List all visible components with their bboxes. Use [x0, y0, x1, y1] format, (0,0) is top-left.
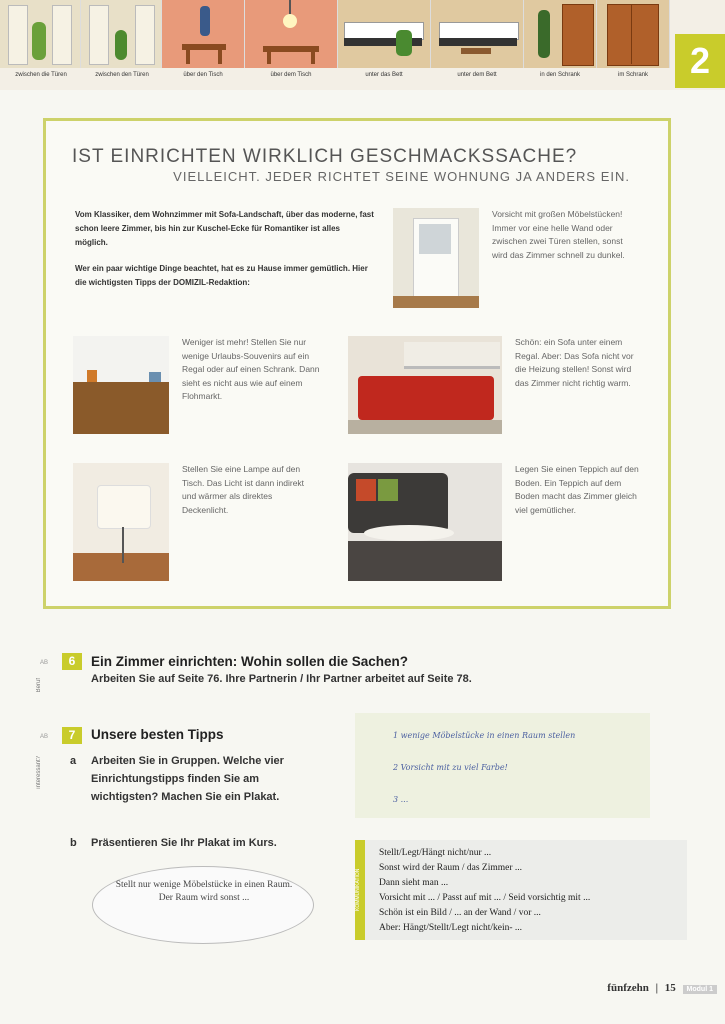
tip-lamp-text: Stellen Sie eine Lampe auf den Tisch. Das Licht ist dann indirekt und wärmer als direktes Deckenlicht. [182, 464, 305, 515]
photo-doors [393, 208, 479, 308]
task7-b-label: b [70, 837, 77, 849]
picture-over-table-motion [162, 0, 245, 68]
task7-title: Unsere besten Tipps [91, 727, 224, 742]
tip-door-text: Vorsicht mit großen Möbelstücken! Immer vor eine helle Wand oder zwischen zwei Türen stellen, sonst wird das Zimmer schnell zu dunkel. [492, 209, 625, 260]
task6-title: Ein Zimmer einrichten: Wohin sollen die Sachen? [91, 654, 409, 669]
task6-instruction: Arbeiten Sie auf Seite 76. Ihre Partnerin / Ihr Partner arbeitet auf Seite 78. [91, 673, 472, 685]
tip-sofa-text: Schön: ein Sofa unter einem Regal. Aber: Das Sofa nicht vor die Heizung stellen! Sonst wird das Zimmer nicht richtig warm. [515, 337, 634, 388]
photo-red-sofa [348, 336, 502, 434]
picture-between-doors-motion [0, 0, 81, 68]
phrase-line-1: Stellt/Legt/Hängt nicht/nur ... [379, 848, 492, 858]
phrase-line-3: Dann sieht man ... [379, 878, 449, 888]
caption-2: zwischen den Türen [95, 72, 149, 78]
task7-a-label: a [70, 755, 77, 767]
speech-bubble-text: Stellt nur wenige Möbelstücke in einen Raum. Der Raum wird sonst ... [115, 880, 293, 903]
communication-label: KOMMUNIKATION [355, 868, 361, 912]
chapter-number: 2 [675, 34, 725, 88]
task6-number: 6 [62, 653, 82, 670]
task7-number: 7 [62, 727, 82, 744]
caption-1: zwischen die Türen [15, 72, 67, 78]
picture-under-bed-location [431, 0, 524, 68]
caption-3: über den Tisch [183, 72, 223, 78]
phrase-line-4: Vorsicht mit ... / Passt auf mit ... / Seid vorsichtig mit ... [379, 893, 591, 903]
tip-carpet-text: Legen Sie einen Teppich auf den Boden. Ein Teppich auf dem Boden macht das Zimmer gleich viel gemütlicher. [515, 464, 639, 515]
photo-table-lamp [73, 463, 169, 581]
workbook-ref-6: AB [40, 660, 49, 666]
photo-carpet-living-room [348, 463, 502, 581]
page-footer [607, 982, 717, 994]
communication-phrases-box [355, 840, 687, 940]
task7-b-text: Präsentieren Sie Ihr Plakat im Kurs. [91, 837, 277, 849]
caption-6: unter dem Bett [457, 72, 497, 78]
caption-8: im Schrank [617, 72, 648, 78]
page-number: 15 [664, 982, 676, 994]
note-line-1: 1 wenige Möbelstücke in einen Raum stellen [393, 731, 576, 740]
task7-side-label: interessant? [36, 756, 42, 789]
vocabulary-picture-strip [0, 0, 725, 90]
picture-into-wardrobe [524, 0, 597, 68]
picture-in-wardrobe [597, 0, 670, 68]
intro-paragraph-2: Wer ein paar wichtige Dinge beachtet, hat es zu Hause immer gemütlich. Hier die wichtigsten Tipps der DOMIZIL-Redaktion: [75, 264, 368, 287]
phrase-line-2: Sonst wird der Raum / das Zimmer ... [379, 863, 523, 873]
photo-shelf-souvenirs [73, 336, 169, 434]
box-title: IST EINRICHTEN WIRKLICH GESCHMACKSSACHE? [72, 146, 578, 167]
phrase-line-6: Aber: Hängt/Stellt/Legt nicht/kein- ... [379, 923, 522, 933]
box-subtitle: VIELLEICHT. JEDER RICHTET SEINE WOHNUNG JA ANDERS EIN. [173, 169, 630, 184]
picture-under-bed-motion [338, 0, 431, 68]
picture-between-doors-location [81, 0, 162, 68]
speech-bubble [92, 866, 314, 944]
phrase-line-5: Schön ist ein Bild / ... an der Wand / vor ... [379, 908, 541, 918]
task7-a-line-1: Arbeiten Sie in Gruppen. Welche vier [91, 755, 284, 767]
task7-a-line-3: wichtigsten? Machen Sie ein Plakat. [91, 791, 280, 803]
caption-7: in den Schrank [539, 72, 581, 78]
note-line-3: 3 ... [393, 795, 409, 804]
intro-paragraph-1: Vom Klassiker, dem Wohnzimmer mit Sofa-Landschaft, über das moderne, fast schon leere Zimmer, bis hin zur Kuschel-Ecke für Romantiker ist alles möglich. [75, 210, 374, 247]
note-line-2: 2 Vorsicht mit zu viel Farbe! [393, 763, 508, 772]
task6-side-label: Beruf [36, 678, 42, 693]
tip-souvenirs-text: Weniger ist mehr! Stellen Sie nur wenige Urlaubs-Souvenirs auf ein Regal oder auf einen Schrank. Dann sieht es nicht aus wie auf einem Flohmarkt. [182, 337, 320, 401]
modul-badge: Modul 1 [683, 985, 717, 994]
caption-4: über dem Tisch [270, 72, 312, 78]
workbook-ref-7: AB [40, 734, 49, 740]
footer-separator: | [655, 982, 659, 994]
page-number-word: fünfzehn [607, 982, 649, 994]
caption-5: unter das Bett [365, 72, 403, 78]
handwritten-poster-note [355, 713, 650, 818]
task7-a-line-2: Einrichtungstipps finden Sie am [91, 773, 260, 785]
picture-over-table-location [245, 0, 338, 68]
